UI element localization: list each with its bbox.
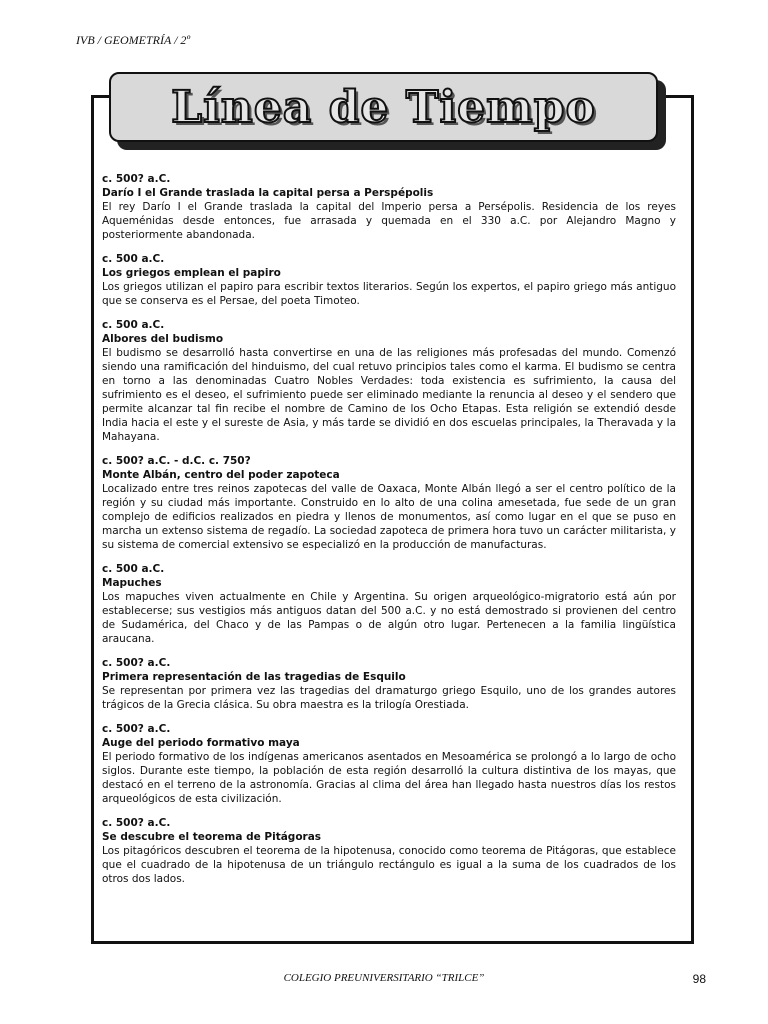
entry-body: El budismo se desarrolló hasta convertirse en una de las religiones más profesadas del mundo. Comenzó siendo una ramificación del hinduismo, del cual retuvo principios tales como el karma. El budismo se centra en torno a las denominadas Cuatro Nobles Verdades: toda existencia es sufrimiento, la causa del sufrimiento es el deseo, el sufrimiento puede ser eliminado mediante la renuncia al deseo y el sendero que permite alcanzar tal fin recibe el nombre de Camino de los Ocho Etapas. Esta religión se extendió desde India hacia el este y el sureste de Asia, y más tarde se dividió en dos escuelas principales, la Theravada y la Mahayana. <box>102 347 676 443</box>
timeline-entry <box>102 318 676 444</box>
entry-body: Los griegos utilizan el papiro para escribir textos literarios. Según los expertos, el papiro griego más antiguo que se conserva es el Persae, del poeta Timoteo. <box>102 281 676 307</box>
entry-date: c. 500? a.C. <box>102 723 171 735</box>
entry-heading: Mapuches <box>102 577 162 589</box>
running-header: IVB / GEOMETRÍA / 2º <box>76 33 191 47</box>
entry-heading: Primera representación de las tragedias de Esquilo <box>102 671 406 683</box>
entry-body: Los mapuches viven actualmente en Chile y Argentina. Su origen arqueológico-migratorio está aún por establecerse; sus vestigios más antiguos datan del 500 a.C. y no está demostrado si provienen del centro de Sudamérica, del Chaco y de las Pampas o de algún otro lugar. Pertenecen a la familia lingüística araucana. <box>102 591 676 645</box>
footer-school-name: COLEGIO PREUNIVERSITARIO “TRILCE” <box>283 972 485 984</box>
entry-body: El periodo formativo de los indígenas americanos asentados en Mesoamérica se prolongó a lo largo de ocho siglos. Durante este tiempo, la población de esta región desarrolló la cultura distintiva de los mayas, que destacó en el terreno de la astronomía. Gracias al clima del área han llegado hasta nuestros días los restos arqueológicos de esta civilización. <box>102 751 676 805</box>
entry-body: El rey Darío I el Grande traslada la capital del Imperio persa a Persépolis. Residencia de los reyes Aqueménidas desde entonces, fue arrasada y quemada en el 330 a.C. por Alejandro Magno y posteriormente abandonada. <box>102 201 676 241</box>
timeline-entry <box>102 816 676 886</box>
entry-date: c. 500 a.C. <box>102 319 165 331</box>
entry-heading: Se descubre el teorema de Pitágoras <box>102 831 322 843</box>
entry-body: Localizado entre tres reinos zapotecas del valle de Oaxaca, Monte Albán llegó a ser el centro político de la región y su ciudad más importante. Construido en lo alto de una colina amesetada, fue sede de un gran complejo de edificios realizados en piedra y llenos de monumentos, así como lugar en el que se puso en marcha un extenso sistema de regadío. La sociedad zapoteca de primera hora tuvo un carácter militarista, y su sistema de comercial extensivo se especializó en la producción de manufacturas. <box>102 483 676 551</box>
timeline-content <box>102 172 676 896</box>
entry-body: Los pitagóricos descubren el teorema de la hipotenusa, conocido como teorema de Pitágoras, que establece que el cuadrado de la hipotenusa de un triángulo rectángulo es igual a la suma de los cuadrados de los otros dos lados. <box>102 845 676 885</box>
entry-heading: Albores del budismo <box>102 333 224 345</box>
entry-body: Se representan por primera vez las tragedias del dramaturgo griego Esquilo, uno de los grandes autores trágicos de la Grecia clásica. Su obra maestra es la trilogía Orestiada. <box>102 685 676 711</box>
timeline-entry <box>102 172 676 242</box>
entry-date: c. 500 a.C. <box>102 253 165 265</box>
entry-heading: Auge del periodo formativo maya <box>102 737 300 749</box>
entry-date: c. 500? a.C. <box>102 817 171 829</box>
entry-heading: Los griegos emplean el papiro <box>102 267 281 279</box>
page-number: 98 <box>692 972 706 986</box>
timeline-entry <box>102 722 676 806</box>
timeline-entry <box>102 252 676 308</box>
timeline-entry <box>102 562 676 646</box>
entry-heading: Darío I el Grande traslada la capital persa a Perspépolis <box>102 187 434 199</box>
title-banner <box>109 72 658 142</box>
entry-date: c. 500? a.C. <box>102 657 171 669</box>
timeline-entry <box>102 656 676 712</box>
page-title: Línea de Tiempo <box>171 81 596 133</box>
entry-heading: Monte Albán, centro del poder zapoteca <box>102 469 340 481</box>
entry-date: c. 500 a.C. <box>102 563 165 575</box>
entry-date: c. 500? a.C. <box>102 173 171 185</box>
entry-date: c. 500? a.C. - d.C. c. 750? <box>102 455 251 467</box>
timeline-entry <box>102 454 676 552</box>
